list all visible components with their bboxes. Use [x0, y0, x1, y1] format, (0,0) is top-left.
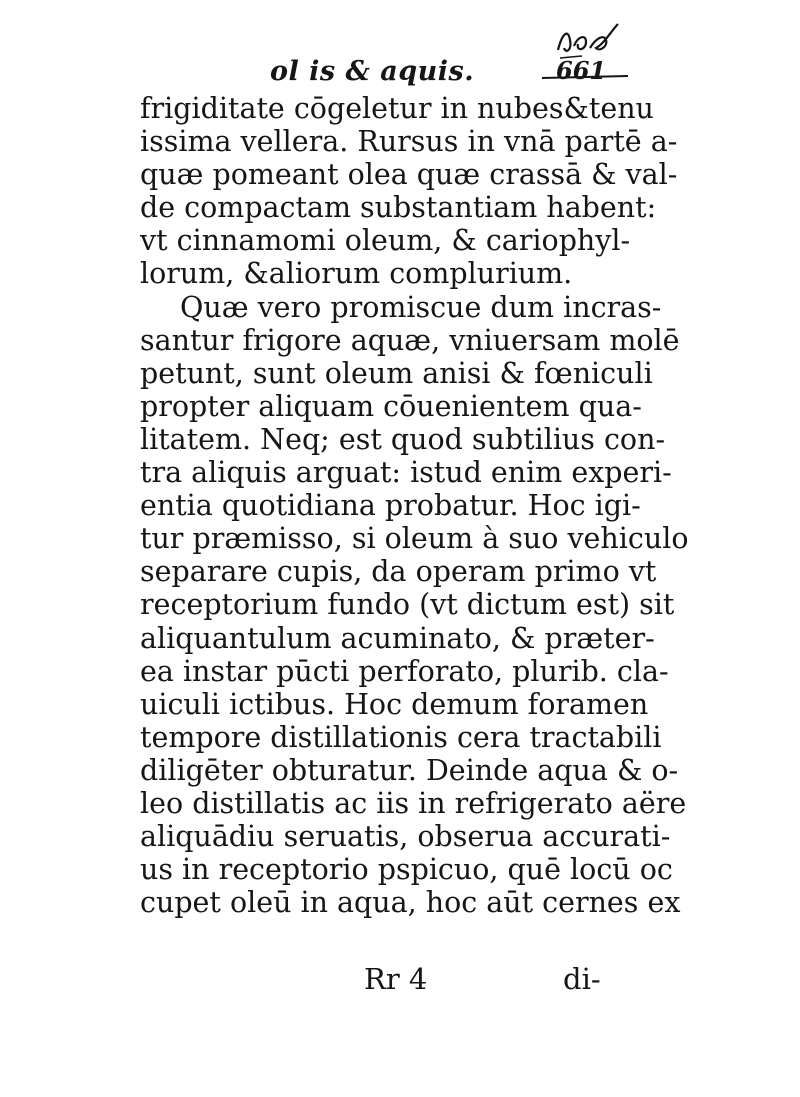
text-line: aliquantulum acuminato, & præter-	[140, 621, 655, 655]
text-line: tur præmisso, si oleum à suo vehiculo	[140, 522, 689, 556]
text-line: vt cinnamomi oleum, & cariophyl-	[140, 224, 631, 258]
text-line: cupet oleū in aqua, hoc aūt cernes ex	[140, 886, 681, 920]
page-number-strike	[540, 72, 630, 82]
body-text	[140, 92, 689, 920]
text-line: petunt, sunt oleum anisi & fœniculi	[140, 356, 653, 390]
page-number: 661	[556, 56, 607, 85]
text-line: quæ pomeant olea quæ crassā & val-	[140, 158, 678, 192]
text-line: lorum, &aliorum complurium.	[140, 257, 573, 291]
text-line: ea instar pūcti perforato, plurib. cla-	[140, 654, 669, 688]
text-line: leo distillatis ac iis in refrigerato aëre	[140, 786, 687, 820]
text-line: Quæ vero promiscue dum incras-	[180, 290, 662, 324]
text-line: propter aliquam cōuenientem qua-	[140, 389, 642, 423]
text-line: aliquādiu seruatis, obserua accurati-	[140, 820, 671, 854]
catchword: di-	[563, 962, 601, 996]
text-line: separare cupis, da operam primo vt	[140, 555, 657, 589]
text-line: santur frigore aquæ, vniuersam molē	[140, 323, 680, 357]
running-head-title: ol is & aquis.	[270, 56, 475, 87]
text-line: diligēter obturatur. Deinde aqua & o-	[140, 753, 679, 787]
text-line: us in receptorio pspicuo, quē locū oc	[140, 853, 673, 887]
text-line: uiculi ictibus. Hoc demum foramen	[140, 687, 649, 721]
text-line: issima vellera. Rursus in vnā partē a-	[140, 125, 678, 159]
text-line: tra aliquis arguat: istud enim experi-	[140, 456, 672, 490]
text-line: litatem. Neq; est quod subtilius con-	[140, 422, 666, 456]
signature-mark: Rr 4	[364, 962, 428, 996]
text-line: tempore distillationis cera tractabili	[140, 720, 662, 754]
text-line: frigiditate cōgeletur in nubes&tenu	[140, 92, 654, 125]
text-line: receptorium fundo (vt dictum est) sit	[140, 588, 675, 622]
text-line: entia quotidiana probatur. Hoc igi-	[140, 489, 641, 523]
text-line: de compactam substantiam habent:	[140, 191, 657, 225]
